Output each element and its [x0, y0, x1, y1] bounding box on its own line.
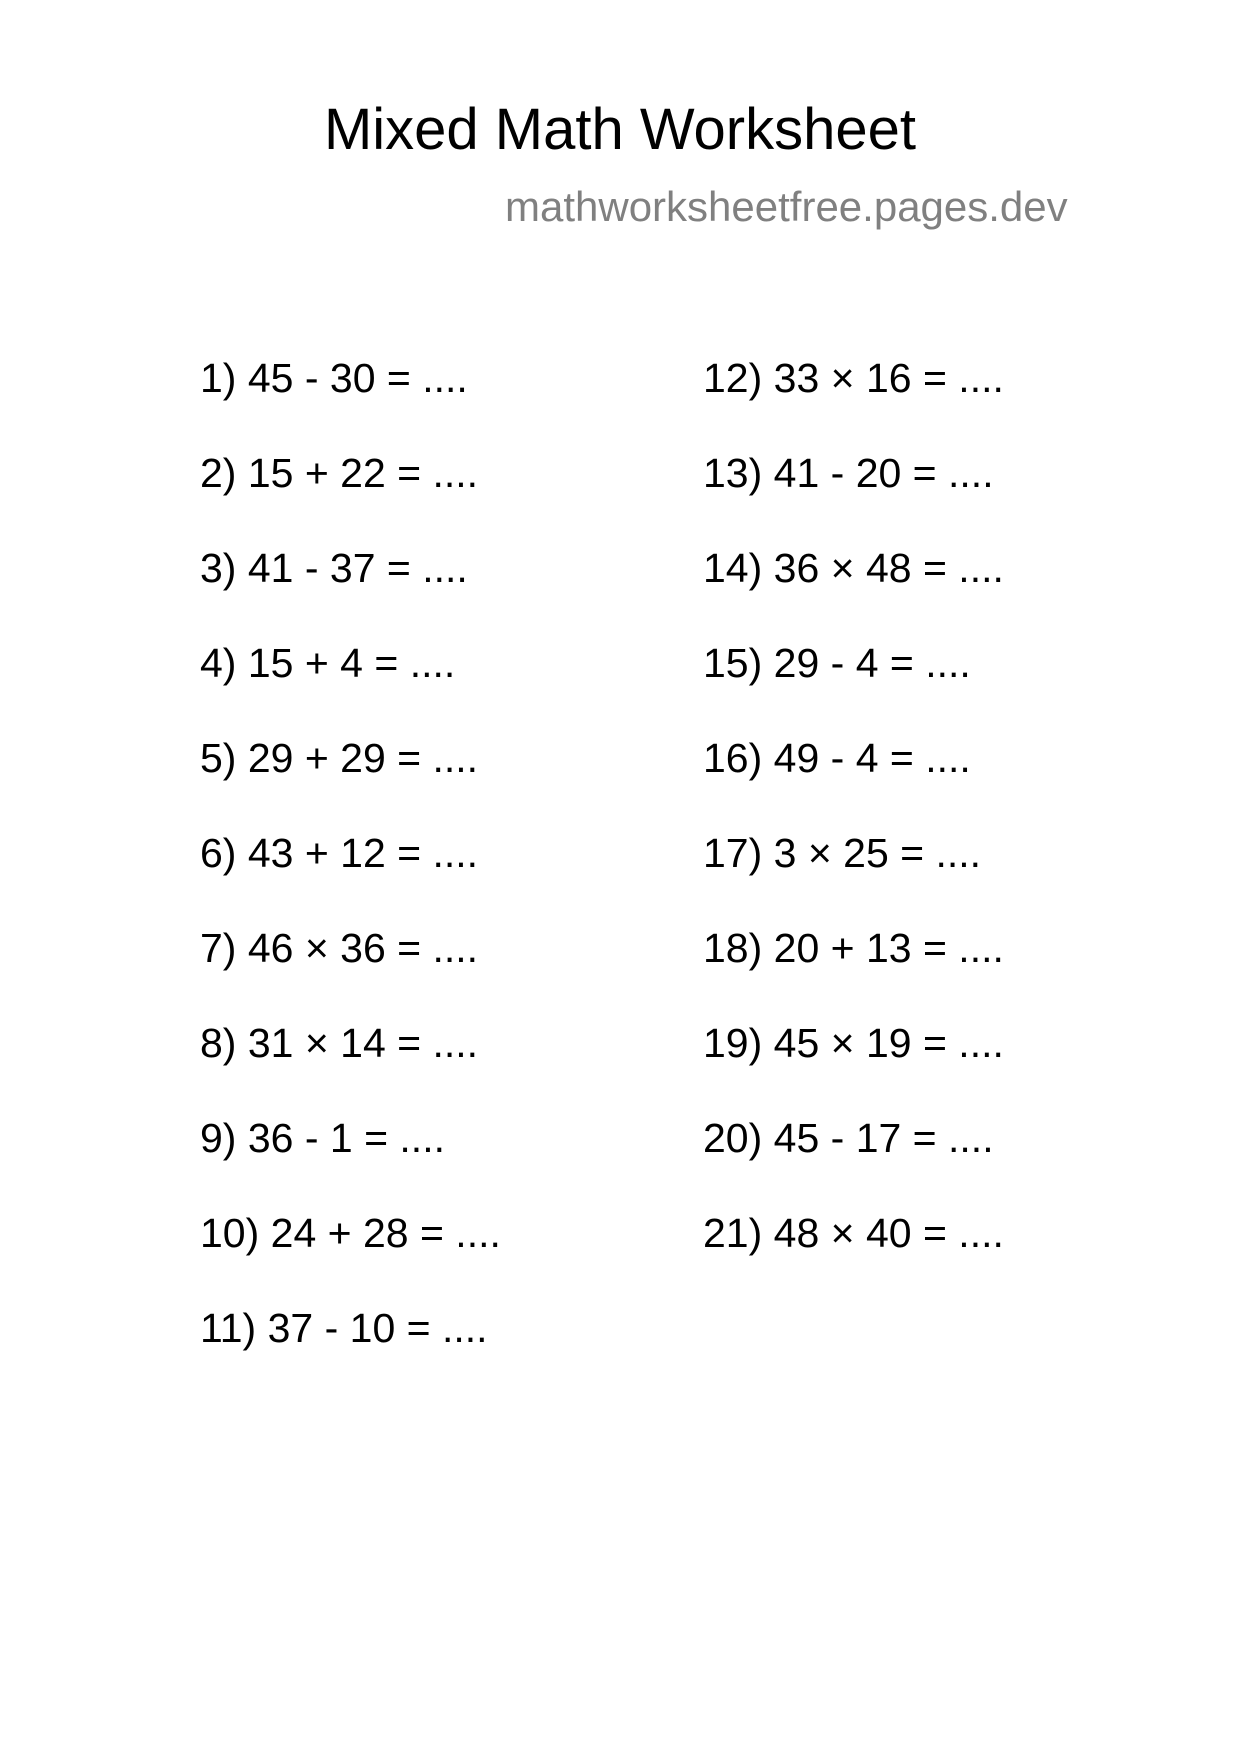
problem-item: 18) 20 + 13 = .... [703, 925, 1004, 971]
problem-item: 3) 41 - 37 = .... [200, 545, 468, 591]
problem-item: 2) 15 + 22 = .... [200, 450, 479, 496]
problem-item: 19) 45 × 19 = .... [703, 1020, 1004, 1066]
worksheet-title: Mixed Math Worksheet [323, 97, 917, 162]
problem-item: 8) 31 × 14 = .... [200, 1020, 479, 1066]
problem-item: 16) 49 - 4 = .... [703, 735, 971, 781]
problem-item: 5) 29 + 29 = .... [200, 735, 479, 781]
problem-column-right [703, 348, 1004, 1298]
problem-column-left [200, 348, 501, 1393]
problem-item: 4) 15 + 4 = .... [200, 640, 456, 686]
problem-item: 17) 3 × 25 = .... [703, 830, 982, 876]
problem-item: 14) 36 × 48 = .... [703, 545, 1004, 591]
problem-item: 13) 41 - 20 = .... [703, 450, 994, 496]
problem-item: 7) 46 × 36 = .... [200, 925, 479, 971]
problem-item: 11) 37 - 10 = .... [200, 1305, 488, 1351]
problem-item: 1) 45 - 30 = .... [200, 355, 468, 401]
problem-item: 6) 43 + 12 = .... [200, 830, 479, 876]
problem-item: 10) 24 + 28 = .... [200, 1210, 501, 1256]
problem-item: 20) 45 - 17 = .... [703, 1115, 994, 1161]
problem-item: 15) 29 - 4 = .... [703, 640, 971, 686]
website-url: mathworksheetfree.pages.dev [505, 183, 1068, 230]
problem-item: 21) 48 × 40 = .... [703, 1210, 1004, 1256]
problem-item: 9) 36 - 1 = .... [200, 1115, 445, 1161]
problem-item: 12) 33 × 16 = .... [703, 355, 1004, 401]
